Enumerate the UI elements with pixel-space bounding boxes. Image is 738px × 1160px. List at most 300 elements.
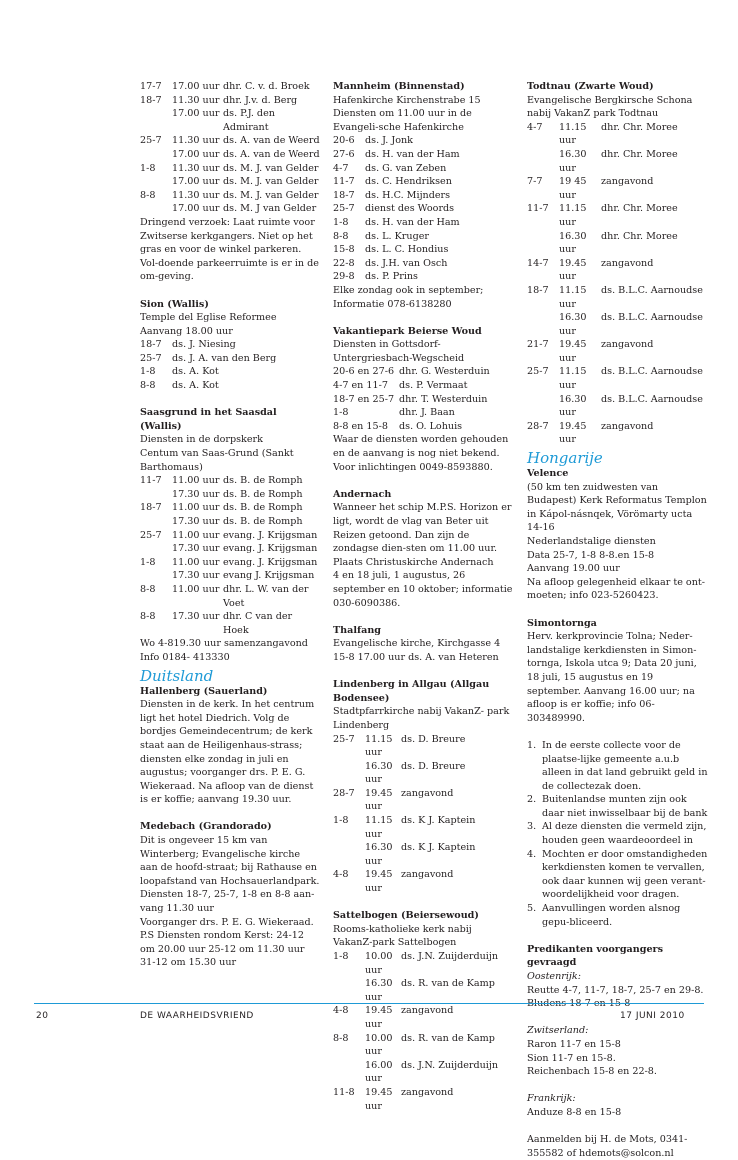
schedule-row: [333, 365, 513, 379]
note-text: In de eerste collecte voor de plaatse-lijke gemeente a.u.b alleen in dat land gebruikt geld in de collectezak doen.: [542, 739, 708, 792]
section-text: Herv. kerkprovincie Tolna; Neder-landstalige kerkdiensten in Simon-tornga, Iskola utca 9; Data 20 juni, 18 juli, 15 augustus en 19 september. Aanvang 16.00 uur; na afloop is er koffie; info 06- 303489990.: [527, 631, 697, 724]
time-cell: 16.30 uur: [365, 978, 393, 1003]
name-cell: ds. J. Jonk: [365, 135, 413, 147]
schedule-row: [527, 338, 709, 365]
name-cell: zangavond: [601, 339, 654, 351]
parking-note: Dringend verzoek: Laat ruimte voor Zwitserse kerkgangers. Niet op het gras en voor de winkel parkeren. Vol-doende parkeerruimte is er in de om-geving.: [140, 216, 319, 283]
date-cell: 8-8: [140, 583, 156, 595]
name-cell: dhr. G. Westerduin: [399, 366, 490, 378]
section-title: Sattelbogen (Beiersewoud): [333, 910, 479, 922]
name-cell: ds. J.N. Zuijderduijn: [401, 951, 499, 962]
schedule-row: [140, 488, 320, 502]
section-text: Diensten 18-7, 25-7, 1-8 en 8-8 aan-vang 11.30 uur: [140, 889, 315, 915]
time-cell: 17.30 uur: [172, 543, 220, 555]
time-cell: 16.00 uur: [365, 1059, 393, 1085]
column-middle: [333, 80, 513, 1113]
schedule-row: [527, 230, 709, 257]
time-cell: 11.15 uur: [365, 733, 393, 759]
note-item: [527, 739, 709, 793]
name-cell: zangavond: [401, 1005, 454, 1017]
schedule-row: [333, 406, 513, 420]
time-cell: 16.30 uur: [559, 148, 587, 174]
name-cell: dhr. Chr. Moree: [601, 203, 678, 215]
name-cell: ds. B. de Romph: [223, 475, 303, 487]
date-cell: 4-7 en 11-7: [333, 380, 388, 392]
schedule-row: [333, 243, 513, 257]
date-cell: 1-8: [333, 815, 349, 827]
date-cell: [140, 107, 172, 134]
time-cell: 19.45 uur: [365, 1005, 393, 1030]
date-cell: 17-7: [140, 81, 162, 92]
date-cell: 18-7: [140, 339, 162, 351]
notes-list: [527, 739, 709, 929]
column-left: [140, 80, 320, 970]
location-info: Rooms-katholieke kerk nabij VakanZ-park Sattelbogen: [333, 923, 472, 949]
note-text: Buitenlandse munten zijn ook daar niet inwisselbaar bij de bank: [542, 794, 708, 819]
schedule-row: [140, 202, 320, 216]
schedule-row: [140, 474, 320, 488]
name-cell: ds. B.L.C. Aarnoudse: [601, 393, 703, 405]
section-text: Na afloop gelegenheid elkaar te ont-moeten; info 023-5260423.: [527, 576, 705, 602]
date-cell: 25-7: [333, 733, 355, 745]
schedule-table: [527, 121, 709, 447]
section-text: Reutte 4-7, 11-7, 18-7, 25-7 en 29-8. Bludens 18-7 en 15-8: [527, 984, 704, 1010]
country-label: Zwitserland:: [527, 1025, 589, 1037]
date-cell: 8-8: [333, 1032, 349, 1044]
schedule-row: [140, 338, 320, 352]
note-text: Al deze diensten die vermeld zijn, houden geen waardeoordeel in: [542, 821, 707, 847]
time-cell: 17.30 uur: [172, 488, 220, 500]
schedule-table: [333, 134, 513, 284]
date-cell: 25-7: [527, 366, 549, 378]
time-cell: 10.00 uur: [365, 951, 393, 976]
date-cell: 4-8: [333, 869, 349, 881]
date-cell: 8-8: [140, 611, 156, 623]
section-text: Data 25-7, 1-8 8-8.en 15-8: [527, 549, 655, 561]
name-cell: ds. D. Breure: [401, 733, 466, 745]
note-number: 5.: [527, 903, 537, 915]
time-cell: 19.45 uur: [365, 787, 393, 813]
schedule-table: [140, 338, 320, 392]
name-cell: ds. A. Kot: [172, 380, 219, 392]
name-cell: dhr. T. Westerduin: [399, 393, 488, 405]
date-cell: 18-7 en 25-7: [333, 393, 395, 405]
name-cell: evang. J. Krijgsman: [223, 543, 318, 555]
schedule-table: [333, 365, 513, 433]
note-number: 4.: [527, 848, 537, 860]
note-item: [527, 848, 709, 902]
schedule-table: [333, 733, 513, 896]
date-cell: 1-8: [140, 366, 156, 378]
name-cell: ds. R. van de Kamp: [401, 978, 495, 990]
schedule-row: [333, 257, 513, 271]
name-cell: ds. A. Kot: [172, 366, 219, 378]
schedule-row: [333, 134, 513, 148]
schedule-row: [333, 760, 513, 787]
schedule-row: [140, 148, 320, 162]
date-cell: 4-7: [527, 121, 543, 133]
schedule-row: [527, 393, 709, 420]
name-cell: ds. B.L.C. Aarnoudse: [601, 366, 703, 378]
schedule-row: [333, 868, 513, 895]
name-cell: dhr. Chr. Moree: [601, 121, 678, 133]
date-cell: 1-8: [140, 162, 156, 174]
name-cell: ds. C. Hendriksen: [365, 176, 452, 188]
name-cell: ds. H. van der Ham: [365, 148, 460, 160]
contact-info: Informatie 078-6138280: [333, 298, 452, 310]
time-cell: 19.45 uur: [559, 339, 587, 364]
name-cell: ds. M. J. van Gelder: [223, 162, 319, 174]
name-cell: ds. M. J. van Gelder: [223, 189, 319, 201]
section-text: Voorganger drs. P. E. G. Wiekeraad.: [140, 916, 314, 928]
section-text: Wanneer het schip M.P.S. Horizon er ligt, wordt de vlag van Beter uit Reizen getoond. Dan zijn de zondagse dien-sten om 11.00 uur.: [333, 502, 512, 555]
date-cell: [140, 175, 172, 189]
date-cell: 1-8: [333, 951, 349, 962]
schedule-table: [140, 80, 320, 216]
time-cell: 11.15 uur: [559, 121, 587, 147]
name-cell: ds. G. van Zeben: [365, 162, 447, 174]
date-cell: [140, 148, 172, 162]
schedule-row: [333, 733, 513, 760]
time-cell: 17.30 uur: [172, 570, 220, 582]
time-cell: 19.45 uur: [365, 869, 393, 895]
schedule-row: [527, 175, 709, 202]
date-cell: 4-7: [333, 162, 349, 174]
section-title: Todtnau (Zwarte Woud): [527, 81, 654, 92]
schedule-row: [527, 121, 709, 148]
time-cell: 11.30 uur: [172, 135, 220, 147]
section-title: Velence: [527, 468, 569, 480]
date-cell: 29-8: [333, 271, 355, 283]
date-cell: 8-8: [140, 189, 156, 201]
section-title: Sion (Wallis): [140, 298, 209, 310]
section-text: Aanvang 19.00 uur: [527, 563, 620, 575]
note-number: 3.: [527, 821, 537, 833]
schedule-row: [333, 950, 513, 977]
time-cell: 11.15 uur: [559, 203, 587, 228]
name-cell: ds. K J. Kaptein: [401, 842, 476, 854]
time-cell: 11.15 uur: [559, 284, 587, 310]
name-cell: ds. B. de Romph: [223, 488, 303, 500]
date-cell: 20-6: [333, 135, 355, 147]
schedule-row: [333, 216, 513, 230]
date-cell: 11-7: [527, 203, 549, 215]
name-cell: ds. J. A. van den Berg: [172, 352, 277, 364]
name-cell: evang. J. Krijgsman: [223, 556, 318, 568]
time-cell: 16.30 uur: [559, 393, 587, 419]
date-cell: 28-7: [527, 420, 549, 432]
note-item: [527, 820, 709, 847]
schedule-row: [140, 379, 320, 393]
schedule-row: [527, 311, 709, 338]
schedule-row: [333, 1086, 513, 1113]
location-info: Diensten om 11.00 uur in de Evangeli-sche Hafenkirche: [333, 108, 472, 133]
date-cell: [527, 393, 559, 420]
time-cell: 10.00 uur: [365, 1032, 393, 1058]
schedule-row: [333, 230, 513, 244]
schedule-row: [140, 189, 320, 203]
section-text: Anduze 8-8 en 15-8: [527, 1106, 622, 1118]
location-info: Diensten in de dorpskerk: [140, 434, 263, 446]
date-cell: [333, 760, 365, 787]
date-cell: 4-8: [333, 1005, 349, 1017]
section-text: Raron 11-7 en 15-8: [527, 1038, 621, 1050]
time-cell: 17.00 uur: [172, 148, 220, 160]
date-cell: 25-7: [140, 352, 162, 364]
date-cell: [140, 569, 172, 583]
date-cell: 18-7: [333, 189, 355, 201]
time-cell: 11.30 uur: [172, 189, 220, 201]
name-cell: ds. O. Lohuis: [399, 420, 463, 432]
section-text: 4 en 18 juli, 1 augustus, 26 september en 10 oktober; informatie 030-6090386.: [333, 570, 513, 609]
location-info: Diensten in Gottsdorf-Untergriesbach-Wegscheid: [333, 339, 465, 364]
date-cell: [527, 148, 559, 175]
issue-date: 17 JUNI 2010: [620, 1011, 685, 1021]
schedule-row: [333, 420, 513, 434]
name-cell: dhr. L. W. van der Voet: [223, 583, 309, 609]
section-title: Thalfang: [333, 624, 382, 636]
schedule-row: [527, 420, 709, 447]
name-cell: evang. J. Krijgsman: [223, 529, 318, 541]
schedule-row: [333, 787, 513, 814]
country-heading: Duitsland: [140, 666, 214, 685]
name-cell: dhr. Chr. Moree: [601, 230, 678, 242]
country-heading: Hongarije: [527, 449, 603, 468]
date-cell: 8-8: [140, 380, 156, 392]
name-cell: ds. B.L.C. Aarnoudse: [601, 312, 703, 324]
schedule-table: [333, 950, 513, 1113]
section-title: Simontornga: [527, 617, 597, 629]
time-cell: 11.30 uur: [172, 162, 220, 174]
schedule-row: [527, 148, 709, 175]
section-title: Andernach: [333, 488, 392, 500]
name-cell: zangavond: [401, 1086, 454, 1098]
name-cell: ds. J.H. van Osch: [365, 257, 448, 269]
time-cell: 17.00 uur: [172, 176, 220, 188]
note-item: [527, 902, 709, 929]
time-cell: 11.00 uur: [172, 529, 220, 541]
section-text: P.S Diensten rondom Kerst: 24-12 om 20.00 uur 25-12 om 11.30 uur 31-12 om 15.30 uur: [140, 930, 305, 969]
footer-divider: [34, 1003, 704, 1004]
date-cell: 25-7: [140, 529, 162, 541]
date-cell: [333, 1059, 365, 1086]
time-cell: 11.00 uur: [172, 583, 220, 595]
time-cell: 17.30 uur: [172, 611, 220, 623]
contact-info: Info 0184- 413330: [140, 651, 230, 663]
schedule-row: [333, 814, 513, 841]
schedule-row: [333, 270, 513, 284]
schedule-row: [140, 107, 320, 134]
date-cell: 20-6 en 27-6: [333, 366, 395, 378]
schedule-row: [527, 257, 709, 284]
name-cell: ds. B.L.C. Aarnoudse: [601, 284, 703, 296]
section-text: Evangelische kirche, Kirchgasse 4: [333, 638, 501, 650]
time-cell: 19.45 uur: [365, 1086, 393, 1112]
section-text: Diensten in de kerk. In het centrum ligt het hotel Diedrich. Volg de bordjes Gemeindecentrum; de kerk staat aan de Heiligenhaus-strass; diensten elke zondag in juli en augustus; voorganger drs. P. E. G. Wiekeraad. Na afloop van de dienst is er koffie; aanvang 19.30 uur.: [140, 699, 315, 806]
date-cell: 18-7: [140, 94, 162, 106]
time-cell: 11.15 uur: [559, 366, 587, 392]
schedule-row: [140, 583, 320, 610]
date-cell: 25-7: [140, 135, 162, 147]
section-title: Hallenberg (Sauerland): [140, 685, 268, 697]
time-cell: 17.00 uur: [172, 108, 220, 120]
section-text: Dit is ongeveer 15 km van Winterberg; Evangelische kirche aan de hoofd-straat; bij Rathause en loopafstand van Hochsauerlandpark.: [140, 835, 320, 887]
column-right: [527, 80, 709, 1160]
section-text: 15-8 17.00 uur ds. A. van Heteren: [333, 651, 499, 663]
section-title: Lindenberg in Allgau (Allgau Bodensee): [333, 679, 490, 704]
name-cell: dienst des Woords: [365, 203, 455, 215]
date-cell: 11-8: [333, 1086, 355, 1098]
time-cell: 19.45 uur: [559, 257, 587, 283]
name-cell: ds. J.N. Zuijderduijn: [401, 1059, 499, 1071]
time-cell: 16.30 uur: [365, 842, 393, 867]
schedule-row: [333, 393, 513, 407]
name-cell: ds. L. Kruger: [365, 230, 429, 242]
date-cell: 11-7: [140, 475, 162, 487]
name-cell: zangavond: [401, 869, 454, 881]
schedule-row: [333, 1059, 513, 1086]
schedule-row: [140, 529, 320, 543]
schedule-row: [527, 284, 709, 311]
date-cell: 8-8: [333, 230, 349, 242]
schedule-row: [333, 1004, 513, 1031]
schedule-row: [333, 148, 513, 162]
section-title: Medebach (Grandorado): [140, 821, 272, 833]
section-text: Sion 11-7 en 15-8.: [527, 1052, 616, 1064]
schedule-table: [140, 474, 320, 637]
schedule-row: [333, 162, 513, 176]
section-title: Saasgrund in het Saasdal (Wallis): [140, 407, 277, 432]
schedule-row: [140, 501, 320, 515]
name-cell: zangavond: [601, 176, 654, 188]
schedule-row: [333, 189, 513, 203]
name-cell: zangavond: [601, 257, 654, 269]
location-info: Temple del Eglise Reformee: [140, 312, 277, 324]
note-text: Aanvullingen worden alsnog gepu-bliceerd.: [542, 903, 681, 928]
date-cell: 14-7: [527, 257, 549, 269]
date-cell: 18-7: [527, 284, 549, 296]
schedule-row: [140, 175, 320, 189]
date-cell: 28-7: [333, 787, 355, 799]
name-cell: dhr. C van der Hoek: [223, 611, 293, 636]
date-cell: 27-6: [333, 148, 355, 160]
schedule-row: [140, 515, 320, 529]
time-cell: 11.00 uur: [172, 475, 220, 487]
country-label: Oostenrijk:: [527, 971, 581, 982]
name-cell: ds. H. van der Ham: [365, 216, 460, 228]
schedule-row: [333, 202, 513, 216]
name-cell: dhr. J. Baan: [399, 407, 455, 419]
note-number: 1.: [527, 739, 537, 751]
schedule-row: [140, 94, 320, 108]
section-title: Predikanten voorgangers gevraagd: [527, 943, 664, 969]
time-cell: 16.30 uur: [559, 312, 587, 337]
section-text: Nederlandstalige diensten: [527, 536, 656, 547]
schedule-row: [527, 365, 709, 392]
name-cell: ds. K J. Kaptein: [401, 815, 476, 827]
section-text: Waar de diensten worden gehouden en de aanvang is nog niet bekend. Voor inlichtingen 0049-8593880.: [333, 434, 509, 473]
time-cell: 17.00 uur: [172, 81, 220, 92]
time-cell: 17.00 uur: [172, 203, 220, 215]
publication-name: DE WAARHEIDSVRIEND: [140, 1011, 254, 1021]
name-cell: dhr. J.v. d. Berg: [223, 94, 298, 106]
schedule-row: [140, 162, 320, 176]
date-cell: 11-7: [333, 176, 355, 188]
name-cell: ds. B. de Romph: [223, 516, 303, 527]
time-cell: 19 45 uur: [559, 176, 587, 201]
schedule-row: [527, 202, 709, 229]
name-cell: ds. D. Breure: [401, 760, 466, 772]
date-cell: [140, 488, 172, 502]
date-cell: 1-8: [333, 216, 349, 228]
date-cell: 22-8: [333, 257, 355, 269]
schedule-row: [333, 841, 513, 868]
name-cell: ds. B. de Romph: [223, 502, 303, 514]
time-cell: 17.30 uur: [172, 516, 220, 527]
date-cell: 8-8 en 15-8: [333, 420, 388, 432]
date-cell: [333, 977, 365, 1004]
date-cell: 18-7: [140, 502, 162, 514]
name-cell: ds. P. Vermaat: [399, 380, 468, 392]
section-title: Mannheim (Binnenstad): [333, 81, 465, 92]
name-cell: dhr. Chr. Moree: [601, 148, 678, 160]
schedule-row: [140, 610, 320, 637]
time-cell: 11.30 uur: [172, 94, 220, 106]
schedule-row: [140, 556, 320, 570]
note-text: Mochten er door omstandigheden kerkdiensten komen te vervallen, ook daar kunnen wij geen verant-woordelijkheid voor dragen.: [542, 848, 708, 901]
schedule-row: [333, 379, 513, 393]
date-cell: [140, 202, 172, 216]
location-info: Centum van Saas-Grund (Sankt Barthomaus): [140, 448, 294, 473]
time-cell: 19.45 uur: [559, 420, 587, 446]
extra-line: Wo 4-819.30 uur samenzangavond: [140, 638, 308, 650]
name-cell: ds. L. C. Hondius: [365, 244, 449, 256]
name-cell: ds. M. J. van Gelder: [223, 176, 319, 188]
date-cell: 21-7: [527, 339, 549, 351]
section-text: Reichenbach 15-8 en 22-8.: [527, 1066, 657, 1078]
time-cell: 11.15 uur: [365, 815, 393, 840]
date-cell: [140, 515, 172, 529]
date-cell: [527, 311, 559, 338]
date-cell: 1-8: [333, 407, 349, 419]
section-text: (50 km ten zuidwesten van Budapest) Kerk Reformatus Templon in Kápol-násnqek, Vörömarty ucta 14-16: [527, 481, 707, 534]
schedule-row: [140, 365, 320, 379]
date-cell: 15-8: [333, 244, 355, 256]
country-label: Frankrijk:: [527, 1093, 576, 1105]
name-cell: ds. M. J van Gelder: [223, 203, 317, 215]
time-cell: 11.00 uur: [172, 502, 220, 514]
date-cell: [333, 841, 365, 868]
name-cell: dhr. C. v. d. Broek: [223, 81, 310, 92]
schedule-row: [140, 134, 320, 148]
location-info: Stadtpfarrkirche nabij VakanZ- park Lindenberg: [333, 706, 510, 731]
schedule-row: [333, 175, 513, 189]
contact-info: Aanmelden bij H. de Mots, 0341-355582 of hdemots@solcon.nl: [527, 1134, 688, 1159]
location-info: Evangelische Bergkirsche Schona nabij VakanZ park Todtnau: [527, 94, 693, 120]
date-cell: [140, 542, 172, 556]
section-text: Elke zondag ook in september;: [333, 284, 484, 296]
note-item: [527, 793, 709, 820]
name-cell: ds. A. van de Weerd: [223, 135, 320, 147]
schedule-row: [333, 1032, 513, 1059]
name-cell: ds. P.J. den Admirant: [223, 108, 275, 133]
note-number: 2.: [527, 794, 537, 806]
location-info: Hafenkirche Kirchenstrabe 15: [333, 94, 481, 106]
start-time: Aanvang 18.00 uur: [140, 325, 233, 337]
date-cell: 7-7: [527, 176, 543, 188]
date-cell: 25-7: [333, 203, 355, 215]
name-cell: ds. A. van de Weerd: [223, 148, 320, 160]
